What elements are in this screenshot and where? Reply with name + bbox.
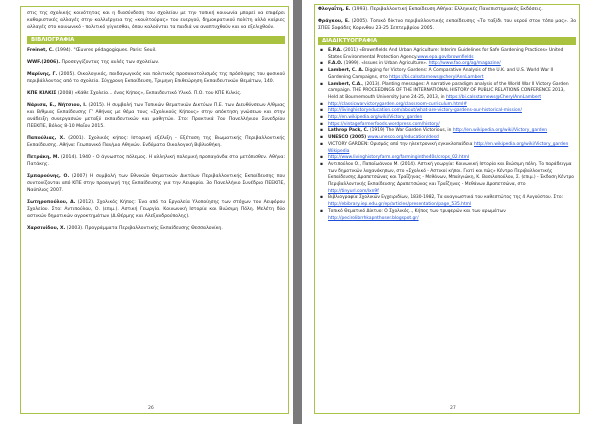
bibliography-entry — [27, 173, 285, 194]
entry-author: Σωτηροπούλου, Α. — [27, 199, 76, 205]
entry-text: (2008) «Κάθε Σχολείο... ένας Κήπος», Εκπαιδευτικό Υλικό. Π.Ο. του ΚΠΕ Κιλκίς. — [56, 90, 242, 96]
entry-link[interactable]: http://en.wikipedia.org/wiki/Victory_garden — [452, 128, 548, 134]
intro-paragraph: στις της σχολικής κοινότητας και η διασύνδεση του σχολείου με την τοπική κοινωνία μπορεί να επιφέρει καθοριστικές αλλαγές στην καλλιέργεια της «κουλτούρας» του ενεργού, δημοκρατικού πολίτη αλλά καίριες αλλαγές στο κοινωνικό - πολιτικό γίγνεσθαι, όπου καλούνται τα παιδιά να αναπτυχθούν και να εξελιχθούν. — [27, 11, 285, 31]
right-page — [302, 0, 600, 424]
entry-text: (2001). Σχολικός κήπος: Ιστορική εξέλιξη - Εξέταση της Βιωματικής Περιβαλλοντικής Εκπαίδευσης. Αθήνα: Γεωπονικό Παν/μιο Αθηνών. Ενδύματα Οικολογική Βιβλιοθήκη. — [27, 135, 285, 148]
entry-text: Digging for Victory Gardens: A Comparative Analysis of the U.K. and U.S. World War II Gardening Campaigns, στο — [328, 68, 554, 80]
entry-text: (1994). "Œuvres pédagogiques. Paris: Seuil. — [53, 47, 157, 53]
entry-text: (2012). Σχολικός Κήπος: Ένα από τα Εργαλεία Υλοποίησης των στόχων του Αειφόρου Σχολείου. Στο: Αντιπούλου, Ο. (επιμ.). Αστική Γεωργία. Κοινωνική Ιστορία και Βιώσιμη Πόλη. Μελέτη δύο αστικών δημοτικών αγροκτημάτων (Δ.Θέρμης και Αλεξανδρούπολης). — [27, 199, 285, 219]
webography-entry — [328, 162, 576, 196]
entry-text: (1919) The War Garden Victorious, in — [368, 128, 453, 134]
bibliography-entry — [27, 71, 285, 85]
entry-link[interactable]: https://bi.calsstarnews@CherylAnnLambert — [445, 94, 542, 100]
bibliography-entry — [318, 18, 576, 32]
entry-link[interactable]: https://vintagefarmerfoods.wordpress.com/history/ — [328, 121, 440, 127]
entry-author: Παπούλιας, Χ. — [27, 135, 65, 141]
entry-text: (2005). Τοπικό δίκτυο περιβαλλοντικής εκπαίδευσης «Το ταξίδι του νερού στον τόπο μας». 3ο ΣΠΕΕ Σοφάδες Κορινθου 23-25 Σεπτεμβρίου 2005. — [318, 19, 577, 31]
entry-author: Μαρίνης, Γ. — [27, 71, 58, 77]
entry-author: Φλογαΐτη, Ε. — [318, 7, 351, 12]
entry-text: Τοπικό Θεματικό Δίκτυο: Ο Σχολικός.., Κήπος των τρυφερών και των αρωμάτων — [328, 208, 506, 214]
entry-text: (2007) Η συμβολή των Εθνικών Θεματικών Δικτύων Περιβαλλοντικής Εκπαίδευσης που συντονίζονται από ΚΠΕ στην προαγωγή της Εκπαίδευσης για την Αειφορία. 3ο Πανελλήνιο Συνέδριο ΠΕΕΚΠΕ, Ναύπλιος 2007. — [27, 173, 285, 193]
entry-author: Πετράκη, Μ. — [27, 154, 60, 160]
webography-entry — [328, 155, 576, 162]
bibliography-entry — [27, 154, 285, 168]
entry-author: Φράγκου, Ε. — [318, 19, 350, 24]
bibliography-list — [27, 47, 285, 232]
webography-entry — [328, 68, 576, 81]
entry-text: (1999). «Issues in Urban Agriculture». — [342, 61, 429, 67]
page-number: 26 — [148, 406, 154, 411]
webography-entry — [328, 209, 576, 222]
webography-entry — [328, 115, 576, 122]
entry-link[interactable]: http://ebibrary.iep.edu.gr/ep/articles/presentation/page_535.html — [328, 202, 472, 208]
entry-link[interactable]: http://www.livinghistoryfarm.org/farminginthe40s/crops_02.html — [328, 155, 470, 161]
webography-entry — [328, 142, 576, 155]
entry-link[interactable]: http://pecirolibrrhkapnthoser.blogspot.gr/ — [328, 215, 419, 221]
bibliography-entry — [27, 135, 285, 149]
bibliography-entry — [27, 59, 285, 66]
entry-text: (2015). Η συμβολή των Τοπικών Θεματικών Δικτύων Π.Ε. των Διευθύνσεων Α/θμιας και Β/θμιας Εκπαίδευσης Γ' Αθήνας με θέμα τους «Σχολικούς Κήπους» στην απόκτηση γνώσεων και στην ανάδειξη συνεργασιών μεταξύ εκπαιδευτικών και μαθητών. Στο: Πρακτικά 7ου Πανελλήνιου Συνεδρίου ΠΕΕΚΠΕ, Βόλος 8-10 Μαΐου 2015. — [27, 102, 286, 129]
entry-text: VICTORY GARDEN: Ορισμός από την ηλεκτρονική εγκυκλοπαίδεια — [328, 141, 474, 147]
entry-text: (1993). Περιβαλλοντική Εκπαίδευση.Αθήνα: Ελληνικές Πανεπιστημιακές Εκδόσεις. — [350, 7, 543, 12]
bibliography-list-continued — [318, 6, 576, 32]
bibliography-entry — [27, 225, 285, 232]
entry-link[interactable]: http://classicwarvictorygarden.org/classroom-curriculum.html# — [328, 101, 468, 107]
bibliography-heading: ΒΙΒΛΙΟΓΡΑΦΙΑ — [27, 36, 285, 44]
entry-link[interactable]: http://en.wikipedia.org/wiki/Victory_garden Wikipedia — [328, 141, 569, 154]
entry-author: Lambert, C.A. — [328, 81, 362, 87]
entry-link[interactable]: http://livinghistoryeducation.com/about/what-are-victory-gardens-our-historical-mission/ — [328, 108, 522, 114]
bibliography-entry — [318, 6, 576, 13]
entry-link[interactable]: www.epa.gov/brownfields — [417, 54, 474, 60]
entry-author: Freinet, C. — [27, 47, 54, 53]
bibliography-entry — [27, 90, 285, 97]
bibliography-entry — [27, 102, 285, 130]
entry-link[interactable]: www.unesco.org/education/desd — [367, 135, 439, 141]
bibliography-entry — [27, 199, 285, 220]
entry-author: WWF.(2006). — [27, 59, 61, 65]
entry-text: (2011) «Brownfields And Urban Agriculture: Interim Guidelines for Safe Gardening Practices» United States Environmental Protection Agency. — [328, 48, 564, 60]
entry-author: Νάρισα, Ε., Νήτσιου, Ι. — [27, 102, 87, 108]
bibliography-entry — [27, 47, 285, 54]
entry-author: UNESCO (2005) — [328, 135, 367, 141]
webography-entry — [328, 135, 576, 142]
entry-text: Αντιπούλου Ο., Παπαϊωάννου Μ. (2014). Αστική γεωργία: Κοινωνική Ιστορία και Βιώσιμη πόλη. Το παράδειγμα των δημοτικών λαχανόκηπων, στο «Σχολικό - Αστικοί κήποι. Γιατί και πώς» Κέντρο Περιβαλλοντικής Εκπαίδευσης Δραπετσώνας και Τραΐζηνας - Μεθάνων, Μπαλγιώκη, Κ. Βασιλοπούλου, Σ. (επιμ.) - Έκδοση Κέντρο Περιβαλλοντικής Εκπαίδευσης Δραπετσώνας και Τραΐζηνας - Μεθάνων Δραπετσώνα, στο — [328, 161, 574, 188]
entry-author: ΚΠΕ ΚΙΛΚΙΣ — [27, 90, 57, 96]
entry-link[interactable]: http://www.fao.org/ag/magazine/ — [428, 61, 501, 67]
entry-link[interactable]: https://bi.calsstarnews@cherylAnnLambert — [389, 74, 484, 80]
entry-author: Σμπαρούνης, Ο. — [27, 173, 70, 179]
entry-author: Χαρσινίδου, Χ. — [27, 225, 66, 231]
entry-author: Lambert, C. A. — [328, 68, 364, 74]
entry-link[interactable]: http://en.wikipedia.org/wiki/Victory_garden — [328, 115, 423, 121]
entry-author: F.A.O. — [328, 61, 343, 67]
entry-author: E.P.A. — [328, 48, 342, 53]
entry-text: Βιβλιογραφία Σχολικών Εγχειριδίων, 1830-1982, Τα αναγνωστικά του καθεστώτος της 4 Αυγούστου. Στο: — [328, 195, 563, 201]
webography-list — [318, 48, 576, 222]
entry-text: (2014). 1940 - Ο άγνωστος πόλεμος. Η αλληλική πολεμική προπαγάνδα στα μετόπισθεν. Αθήνα: Πατάκης. — [27, 154, 285, 167]
entry-text: , (2013). Planting messages: A narrative paradigm analysis of the World War II Victory Garden campaign. THE PROCEEDINGS OF THE INTERNATIONAL HISTORY OF PUBLIC RELATIONS CONFERENCE 2013, Held at Bournemouth University June 24-25, 2013, in — [328, 81, 569, 100]
entry-author: Lathrop Pack, C. — [328, 128, 369, 134]
webography-entry — [328, 82, 576, 102]
webography-heading: ΔΙΑΔΙΚΤΥΟΓΡΑΦΙΑ — [318, 37, 576, 45]
entry-text: Προσεγγίζοντας της αυλές των σχολείων. — [60, 59, 160, 65]
webography-entry — [328, 48, 576, 61]
entry-link[interactable]: http://tinyurl.com/lxn9f — [328, 188, 379, 194]
page-number: 27 — [450, 406, 456, 411]
entry-text: (2005). Οικολογικός, παιδαγωγικός και πολιτικός προσανατολισμός της πρόσληψης του φυσικού περιβάλλοντος από το σχολείο. Σύγχρονη Εκπαίδευση, Τριμηνη Επιθεώρηση Εκπαιδευτικών Θεμάτων, 140. — [27, 71, 285, 84]
webography-entry — [328, 195, 576, 208]
entry-text: (2003). Προγράμματα Περιβαλλοντικής Εκπαίδευσης Θεσσαλονίκη. — [65, 225, 223, 231]
left-page — [0, 0, 293, 424]
